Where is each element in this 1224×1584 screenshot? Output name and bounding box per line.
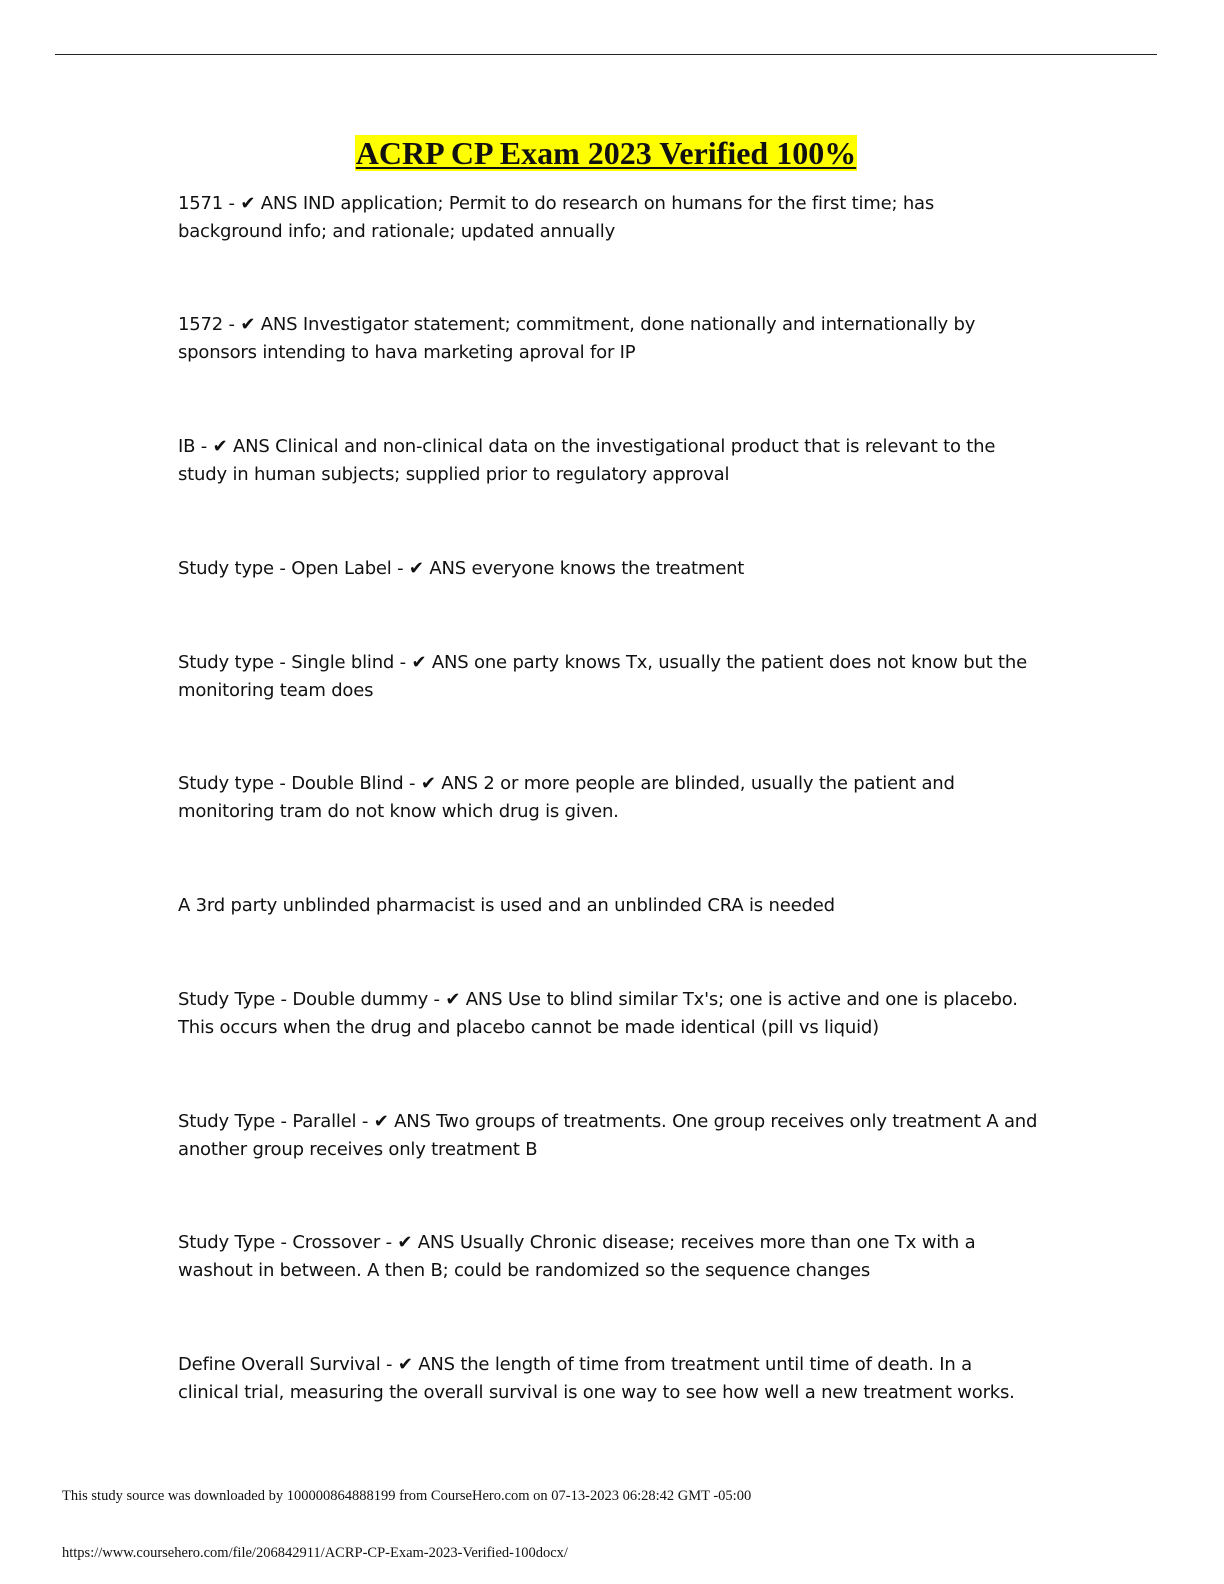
- qa-entry: IB - ✔ ANS Clinical and non-clinical data on the investigational product that is relevant to the study in human subjects; supplied prior to regulatory approval: [178, 436, 996, 485]
- top-divider: [55, 54, 1157, 55]
- qa-entry: Study Type - Parallel - ✔ ANS Two groups of treatments. One group receives only treatment A and another group receives only treatment B: [178, 1111, 1038, 1160]
- qa-entry: Study type - Single blind - ✔ ANS one party knows Tx, usually the patient does not know but the monitoring team does: [178, 652, 1027, 701]
- document-title-text: ACRP CP Exam 2023 Verified 100%: [355, 135, 857, 171]
- qa-entry: Study Type - Double dummy - ✔ ANS Use to blind similar Tx's; one is active and one is placebo. This occurs when the drug and placebo cannot be made identical (pill vs liquid): [178, 989, 1018, 1038]
- document-title: [0, 132, 1212, 174]
- download-notice: This study source was downloaded by 100000864888199 from CourseHero.com on 07-13-2023 06:28:42 GMT -05:00: [62, 1488, 752, 1504]
- qa-entry: Define Overall Survival - ✔ ANS the length of time from treatment until time of death. In a clinical trial, measuring the overall survival is one way to see how well a new treatment works.: [178, 1354, 1015, 1403]
- qa-entry: Study Type - Crossover - ✔ ANS Usually Chronic disease; receives more than one Tx with a washout in between. A then B; could be randomized so the sequence changes: [178, 1232, 976, 1281]
- qa-entry: 1571 - ✔ ANS IND application; Permit to do research on humans for the first time; has background info; and rationale; updated annually: [178, 193, 935, 242]
- source-url: https://www.coursehero.com/file/206842911/ACRP-CP-Exam-2023-Verified-100docx/: [62, 1545, 568, 1561]
- qa-entry: A 3rd party unblinded pharmacist is used and an unblinded CRA is needed: [178, 895, 835, 916]
- qa-entry: Study type - Open Label - ✔ ANS everyone knows the treatment: [178, 558, 745, 579]
- qa-entry: 1572 - ✔ ANS Investigator statement; commitment, done nationally and internationally by sponsors intending to hava marketing aproval for IP: [178, 314, 976, 363]
- qa-entry: Study type - Double Blind - ✔ ANS 2 or more people are blinded, usually the patient and monitoring tram do not know which drug is given.: [178, 773, 955, 822]
